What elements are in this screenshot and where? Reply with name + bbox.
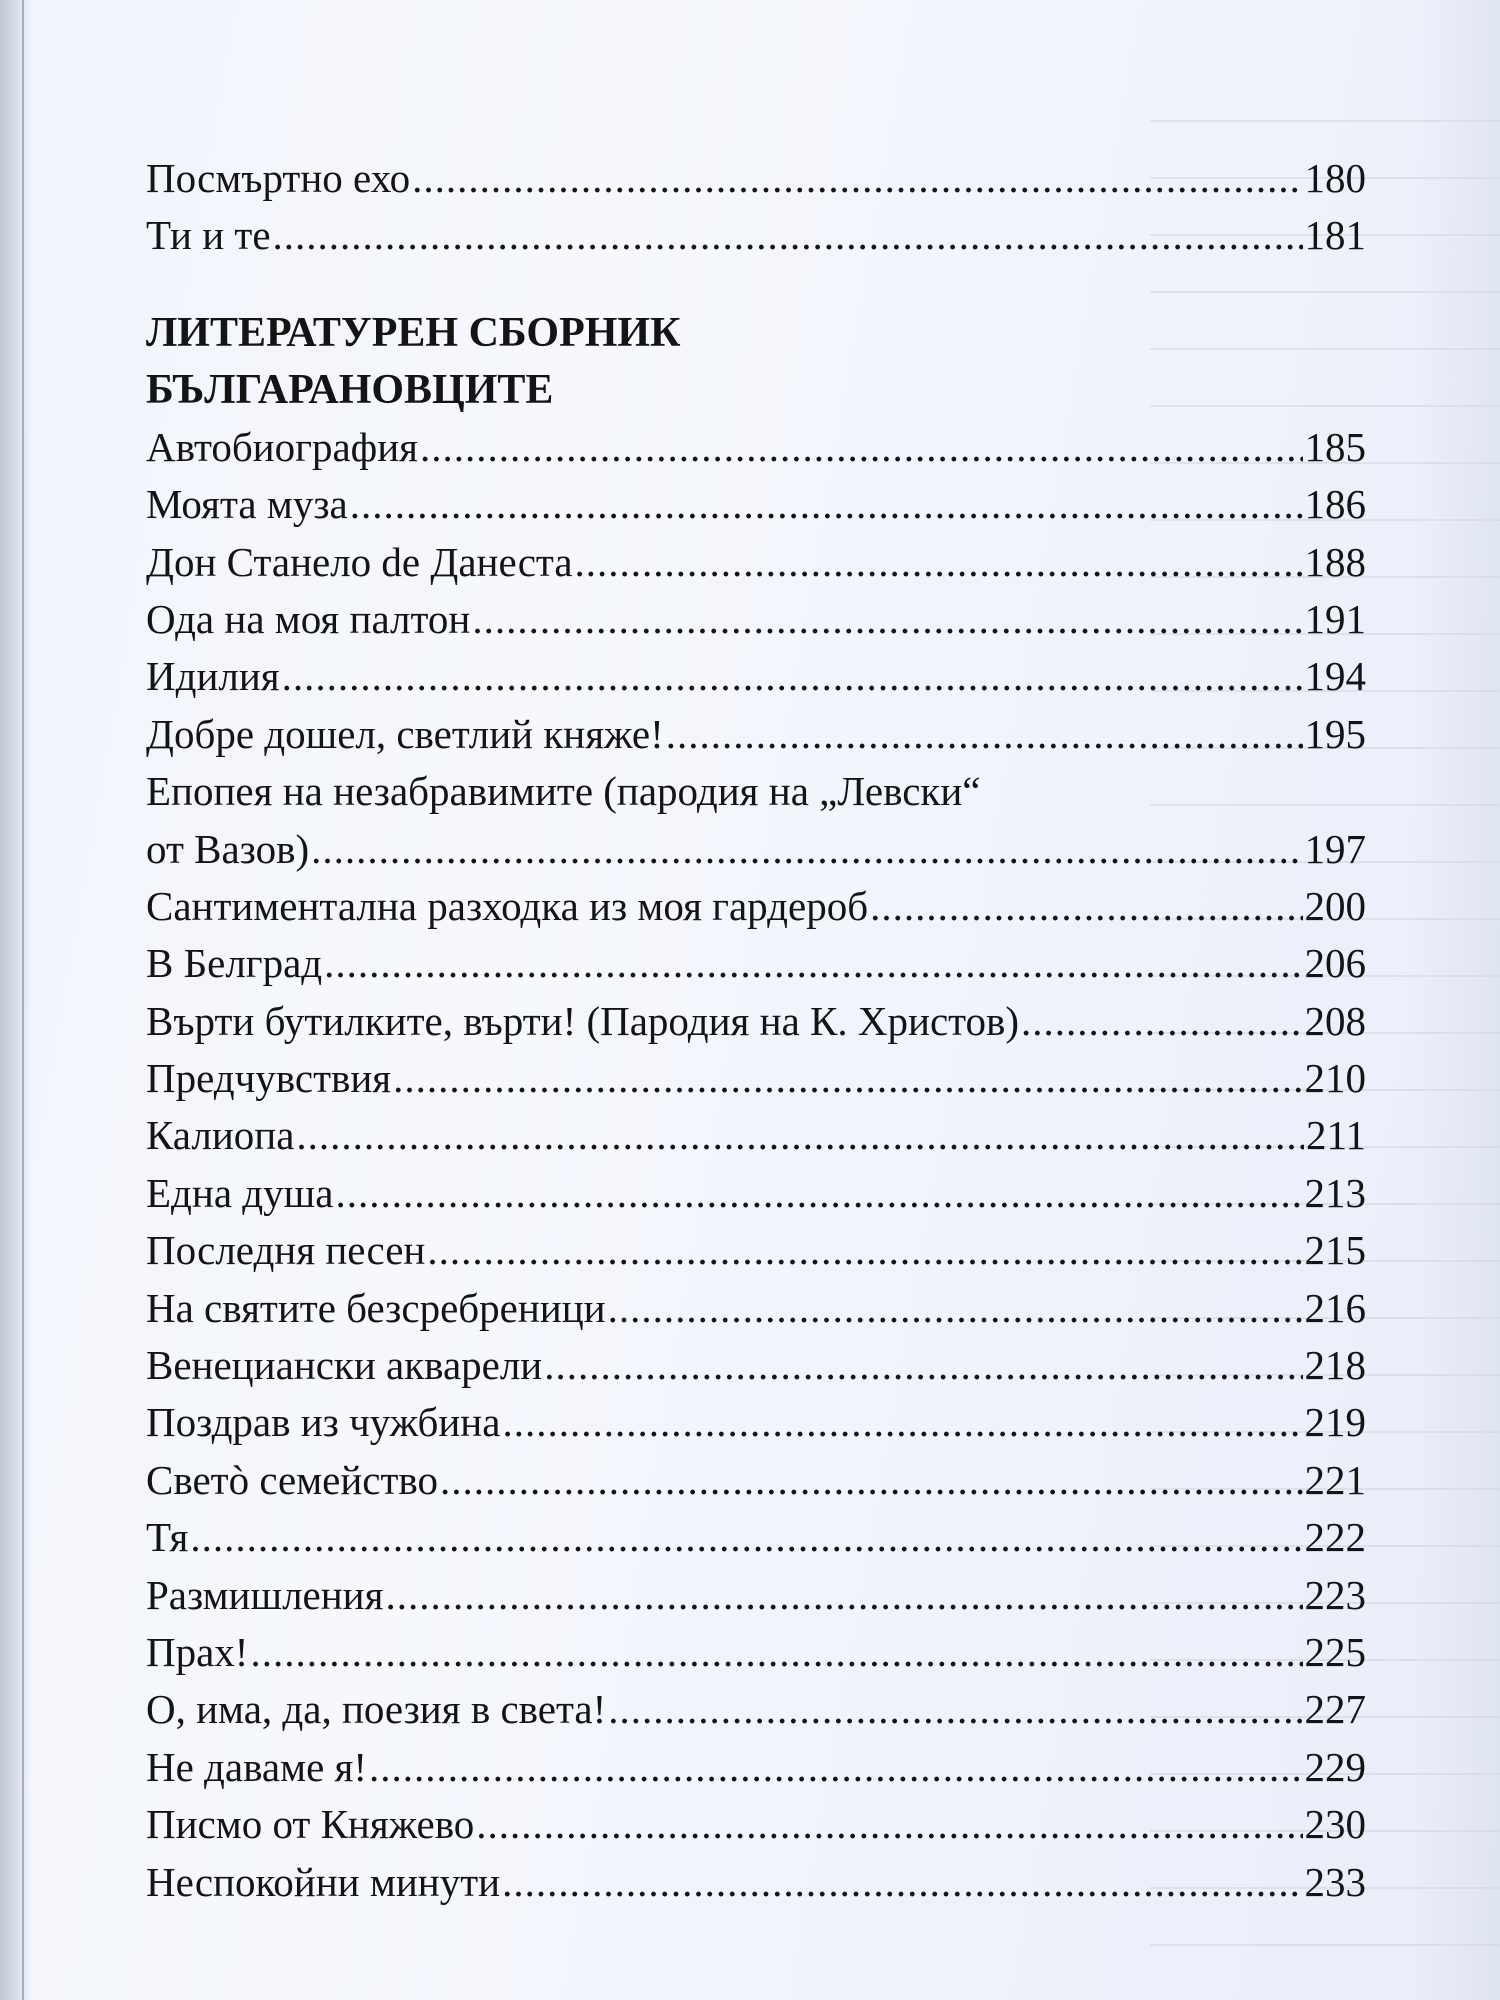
toc-entry-title: Калиопа: [146, 1112, 295, 1159]
toc-entry-page: 230: [1304, 1801, 1366, 1848]
toc-entry-page: 221: [1304, 1456, 1366, 1503]
table-of-contents: [146, 150, 1366, 1911]
dot-leader: [350, 476, 1303, 533]
toc-entry-page: 208: [1304, 997, 1366, 1044]
toc-entry: [146, 476, 1366, 533]
dot-leader: [282, 648, 1303, 705]
toc-entry-page: 227: [1304, 1686, 1366, 1733]
dot-leader: [608, 1681, 1302, 1738]
dot-leader: [666, 706, 1303, 763]
dot-leader: [502, 1394, 1302, 1451]
toc-entry: [146, 1337, 1366, 1394]
toc-entry-title: Дон Станело de Данеста: [146, 538, 573, 585]
toc-entry-page: 210: [1304, 1055, 1366, 1102]
toc-entry-page: 206: [1304, 940, 1366, 987]
toc-entry-page: 233: [1304, 1858, 1366, 1905]
dot-leader: [412, 150, 1302, 207]
toc-entry-title: О, има, да, поезия в света!: [146, 1686, 607, 1733]
toc-entry-page: 200: [1304, 882, 1366, 929]
toc-entry-page: 191: [1304, 595, 1366, 642]
dot-leader: [502, 1854, 1302, 1911]
dot-leader: [385, 1567, 1302, 1624]
dot-leader: [296, 1107, 1304, 1164]
toc-entry-title-line1: Епопея на незабравимите (пародия на „Левски“: [146, 768, 981, 815]
toc-entry: [146, 419, 1366, 476]
toc-entry-page: 222: [1304, 1514, 1366, 1561]
toc-entry-page: 180: [1304, 155, 1366, 201]
toc-entry-page: 186: [1304, 481, 1366, 528]
dot-leader: [324, 935, 1302, 992]
toc-entry-title: Посмъртно ехо: [146, 155, 411, 201]
toc-entry: [146, 1739, 1366, 1796]
section-heading-line1: ЛИТЕРАТУРЕН СБОРНИК: [146, 309, 681, 356]
toc-entry-page: 225: [1304, 1628, 1366, 1675]
toc-entry-title: Предчувствия: [146, 1055, 392, 1102]
toc-entry-page: 215: [1304, 1227, 1366, 1274]
toc-entry-page: 229: [1304, 1743, 1366, 1790]
toc-entry-title: В Белград: [146, 940, 323, 987]
toc-entry-title: Тя: [146, 1514, 189, 1561]
toc-entry: [146, 1222, 1366, 1279]
toc-entry: [146, 935, 1366, 992]
toc-entry-page: 185: [1304, 423, 1366, 470]
dot-leader: [420, 419, 1302, 476]
dot-leader: [273, 207, 1303, 264]
toc-entry-page: 188: [1304, 538, 1366, 585]
toc-entry-title: Размишления: [146, 1571, 384, 1618]
toc-entry-title: Добре дошел, светлий княже!: [146, 710, 664, 757]
toc-entry-first-line: [146, 763, 1366, 820]
toc-entry: [146, 821, 1366, 878]
toc-entry-page: 195: [1304, 710, 1366, 757]
toc-entry: [146, 648, 1366, 705]
toc-entry-page: 211: [1306, 1112, 1366, 1159]
gutter-edge: [22, 0, 24, 2000]
toc-entry: [146, 591, 1366, 648]
toc-entry: [146, 1050, 1366, 1107]
toc-entry-title: Поздрав из чужбина: [146, 1399, 501, 1446]
toc-entry-title: Ода на моя палтон: [146, 595, 471, 642]
toc-entry-title: Ти и те: [146, 212, 271, 259]
toc-entry: [146, 150, 1366, 207]
toc-entry: [146, 207, 1366, 264]
toc-entry-title: Една душа: [146, 1169, 334, 1216]
toc-entry-title: Не даваме я!: [146, 1743, 368, 1790]
toc-entry-page: 219: [1304, 1399, 1366, 1446]
toc-entry: [146, 1107, 1366, 1164]
page-shadow: [1410, 0, 1500, 2000]
toc-entry-page: 181: [1304, 212, 1366, 259]
toc-entry-page: 223: [1304, 1571, 1366, 1618]
dot-leader: [190, 1509, 1302, 1566]
toc-entry-title: Писмо от Княжево: [146, 1801, 475, 1848]
toc-entry: [146, 1624, 1366, 1681]
toc-entry-title: Светò семейство: [146, 1456, 439, 1503]
toc-entry-page: 218: [1304, 1342, 1366, 1389]
dot-leader: [476, 1796, 1302, 1853]
toc-entry: [146, 1854, 1366, 1911]
dot-leader: [335, 1165, 1302, 1222]
dot-leader: [250, 1624, 1302, 1681]
toc-entry: [146, 706, 1366, 763]
dot-leader: [427, 1222, 1302, 1279]
toc-entry-title: Венециански акварели: [146, 1342, 543, 1389]
toc-entry-title: Автобиография: [146, 423, 419, 470]
dot-leader: [393, 1050, 1302, 1107]
toc-entry: [146, 534, 1366, 591]
toc-entry-title: Сантиментална разходка из моя гардероб: [146, 882, 869, 929]
toc-entry-title: Върти бутилките, върти! (Пародия на К. Христов): [146, 997, 1020, 1044]
toc-entry-title: Прах!: [146, 1628, 249, 1675]
toc-entry-title: Последня песен: [146, 1227, 426, 1274]
section-heading-line2: БЪЛГАРАНОВЦИТЕ: [146, 366, 554, 413]
toc-entry: [146, 1509, 1366, 1566]
toc-entry: [146, 1280, 1366, 1337]
dot-leader: [870, 878, 1302, 935]
toc-entry: [146, 1567, 1366, 1624]
toc-entry-title: Неспокойни минути: [146, 1858, 501, 1905]
dot-leader: [472, 591, 1302, 648]
toc-entry: [146, 1452, 1366, 1509]
toc-entry: [146, 878, 1366, 935]
toc-entry-title: Моята муза: [146, 481, 348, 528]
toc-entry-title: Идилия: [146, 653, 280, 700]
toc-entry-page: 216: [1304, 1284, 1366, 1331]
dot-leader: [311, 821, 1302, 878]
toc-entry: [146, 1681, 1366, 1738]
toc-entry-title: от Вазов): [146, 825, 310, 872]
toc-entry-title: На святите безсребреници: [146, 1284, 606, 1331]
dot-leader: [575, 534, 1303, 591]
toc-entry: [146, 1394, 1366, 1451]
toc-entry: [146, 1796, 1366, 1853]
dot-leader: [608, 1280, 1303, 1337]
toc-entry-page: 213: [1304, 1169, 1366, 1216]
book-gutter: [0, 0, 30, 2000]
dot-leader: [1021, 993, 1302, 1050]
toc-entry-page: 197: [1304, 825, 1366, 872]
dot-leader: [544, 1337, 1302, 1394]
section-spacer: [146, 265, 1366, 305]
dot-leader: [369, 1739, 1302, 1796]
toc-entry: [146, 993, 1366, 1050]
dot-leader: [440, 1452, 1302, 1509]
toc-entry-page: 194: [1304, 653, 1366, 700]
toc-entry: [146, 1165, 1366, 1222]
